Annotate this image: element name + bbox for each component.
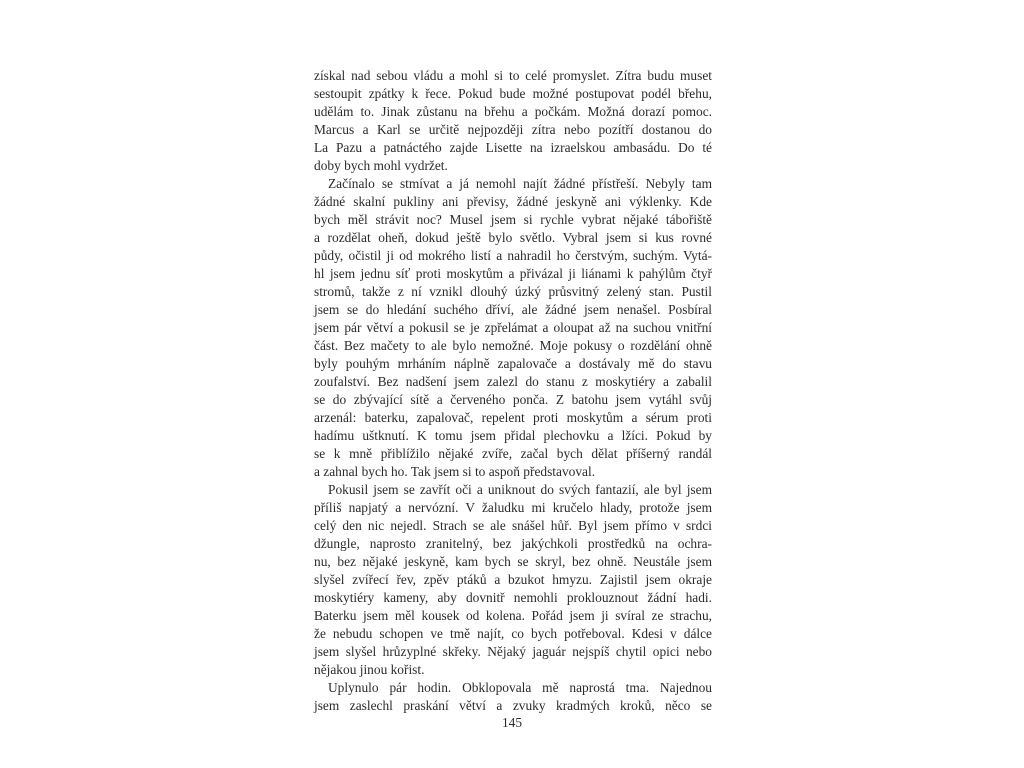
text-line: nějakou jinou kořist. [314, 662, 425, 677]
text-line: se k mně přiblížilo nějaké zvíře, začal bych dělat příšerný randál [314, 446, 712, 461]
text-line: jsem pár větví a pokusil se je zpřelámat a oloupat až na suchou vnitřní [314, 320, 712, 335]
text-line: získal nad sebou vládu a mohl si to celé promyslet. Zítra budu muset [314, 68, 712, 83]
text-line: jsem slyšel hrůzyplné skřeky. Nějaký jaguár nejspíš chytil opici nebo [314, 644, 712, 659]
text-line: bych měl strávit noc? Musel jsem si rychle vybrat nějaké tábořiště [314, 212, 712, 227]
text-line: Uplynulo pár hodin. Obklopovala mě naprostá tma. Najednou [328, 680, 712, 695]
page-number: 145 [501, 715, 523, 730]
text-line: Pokusil jsem se zavřít oči a uniknout do svých fantazií, ale byl jsem [328, 482, 712, 497]
text-line: doby bych mohl vydržet. [314, 158, 448, 173]
text-line: že nebudu schopen ve tmě najít, co bych potřeboval. Kdesi v dálce [314, 626, 712, 641]
text-line: zoufalství. Bez nadšení jsem zalezl do stanu z moskytiéry a zabalil [314, 374, 712, 389]
text-line: a zahnal bych ho. Tak jsem si to aspoň představoval. [314, 464, 596, 479]
text-line: celý den nic nejedl. Strach se ale snášel hůř. Byl jsem přímo v srdci [314, 518, 712, 533]
text-line: Marcus a Karl se určitě nejpozději zítra nebo pozítří dostanou do [314, 122, 712, 137]
text-line: džungle, naprosto zranitelný, bez jakýchkoli prostředků na ochra- [314, 536, 712, 551]
text-line: Baterku jsem měl kousek od kolena. Pořád jsem ji svíral ze strachu, [314, 608, 712, 623]
text-line: jsem zaslechl praskání větví a zvuky kradmých kroků, něco se [314, 698, 712, 713]
text-line: arzenál: baterku, zapalovač, repelent proti moskytům a sérum proti [314, 410, 712, 425]
text-line: hadímu uštknutí. K tomu jsem přidal plechovku a lžíci. Pokud by [314, 428, 712, 443]
text-line: La Pazu a patnáctého zajde Lisette na izraelskou ambasádu. Do té [314, 140, 712, 155]
text-line: příliš napjatý a nervózní. V žaludku mi kručelo hlady, protože jsem [314, 500, 712, 515]
body-text [314, 67, 712, 715]
text-line: moskytiéry kameny, aby dovnitř nemohli proklouznout žádní hadi. [314, 590, 712, 605]
text-line: jsem se do hledání suchého dříví, ale žádné jsem nenašel. Posbíral [314, 302, 712, 317]
text-line: žádné skalní pukliny ani převisy, žádné jeskyně ani výklenky. Kde [314, 194, 712, 209]
text-line: slyšel zvířecí řev, zpěv ptáků a bzukot hmyzu. Zajistil jsem okraje [314, 572, 712, 587]
text-line: hl jsem jednu síť proti moskytům a přivázal ji liánami k pahýlům čtyř [314, 266, 712, 281]
text-line: půdy, očistil ji od mokrého listí a nahradil ho čerstvým, suchým. Vytá- [314, 248, 712, 263]
text-line: byly pouhým mrháním náplně zapalovače a dostávaly mě do stavu [314, 356, 712, 371]
text-line: se do zbývající sítě a červeného ponča. Z batohu jsem vytáhl svůj [314, 392, 712, 407]
text-line: část. Bez mačety to ale bylo nemožné. Moje pokusy o rozdělání ohně [314, 338, 712, 353]
text-line: udělám to. Jinak zůstanu na břehu a počkám. Možná dorazí pomoc. [314, 104, 712, 119]
text-line: sestoupit zpátky k řece. Pokud bude možné postupovat podél břehu, [314, 86, 712, 101]
text-line: a rozdělat oheň, dokud ještě bylo světlo. Vybral jsem si kus rovné [314, 230, 712, 245]
text-line: Začínalo se stmívat a já nemohl najít žádné přístřeší. Nebyly tam [328, 176, 712, 191]
text-line: stromů, takže z ní vznikl dlouhý úzký průsvitný zelený stan. Pustil [314, 284, 712, 299]
text-line: nu, bez nějaké jeskyně, kam bych se skryl, bez ohně. Neustále jsem [314, 554, 712, 569]
